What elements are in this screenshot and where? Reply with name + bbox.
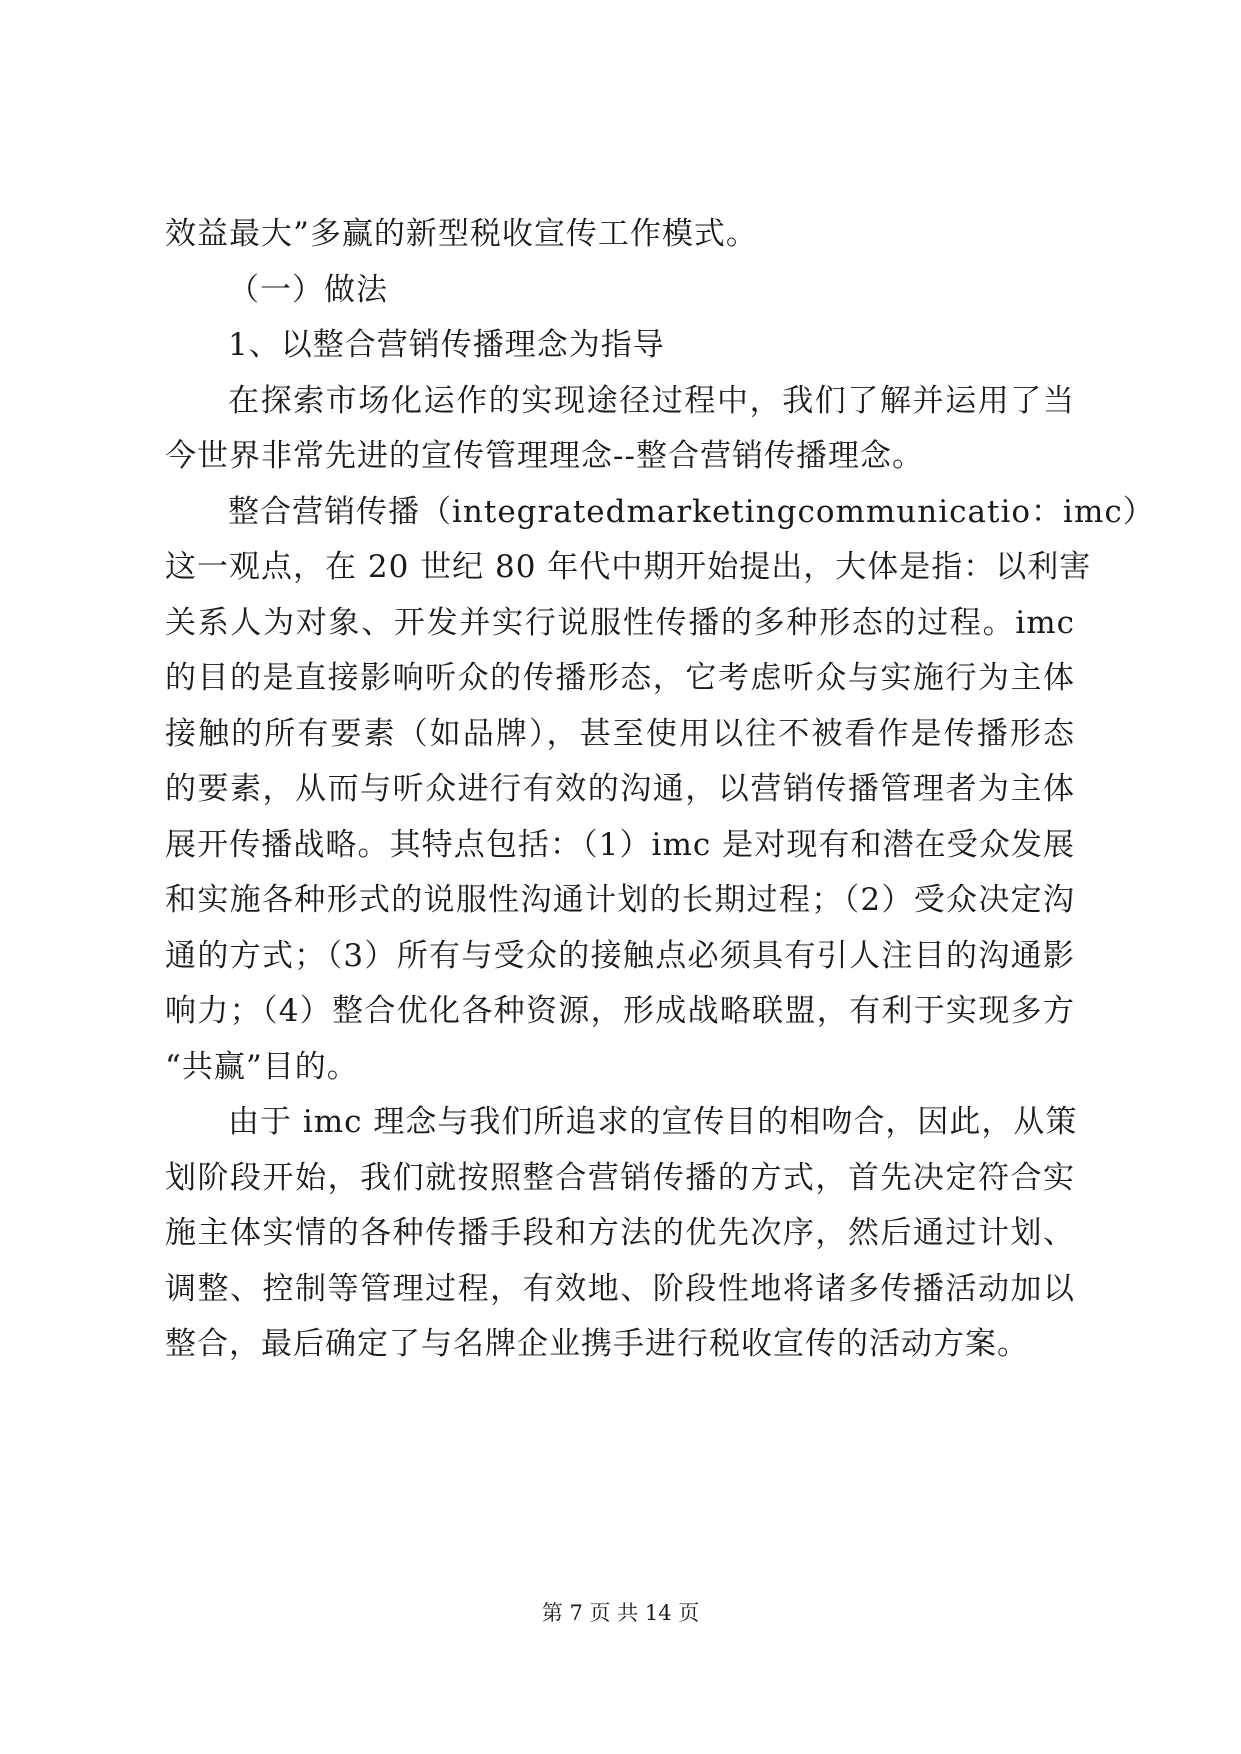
paragraph-line: 调整、控制等管理过程，有效地、阶段性地将诸多传播活动加以 bbox=[165, 1271, 1075, 1307]
paragraph-line: 的目的是直接影响听众的传播形态，它考虑听众与实施行为主体 bbox=[165, 660, 1075, 696]
paragraph-line: 在探索市场化运作的实现途径过程中，我们了解并运用了当 bbox=[228, 383, 1075, 419]
paragraph-line: “共赢”目的。 bbox=[165, 1049, 359, 1085]
paragraph-line: 响力；（4）整合优化各种资源，形成战略联盟，有利于实现多方 bbox=[165, 993, 1075, 1029]
section-heading: （一）做法 bbox=[228, 272, 388, 308]
paragraph-line: 这一观点，在 20 世纪 80 年代中期开始提出，大体是指：以利害 bbox=[165, 549, 1092, 585]
paragraph-line: 展开传播战略。其特点包括：（1）imc 是对现有和潜在受众发展 bbox=[165, 827, 1075, 863]
paragraph-line: 整合，最后确定了与名牌企业携手进行税收宣传的活动方案。 bbox=[165, 1326, 1029, 1362]
paragraph-line: 接触的所有要素（如品牌），甚至使用以往不被看作是传播形态 bbox=[165, 716, 1075, 752]
page-number-footer: 第 7 页 共 14 页 bbox=[541, 1601, 700, 1625]
paragraph-line: 通的方式；（3）所有与受众的接触点必须具有引人注目的沟通影 bbox=[165, 938, 1075, 974]
subheading: 1、以整合营销传播理念为指导 bbox=[228, 327, 665, 363]
paragraph-line: 施主体实情的各种传播手段和方法的优先次序，然后通过计划、 bbox=[165, 1215, 1075, 1251]
paragraph-line: 关系人为对象、开发并实行说服性传播的多种形态的过程。imc bbox=[165, 605, 1075, 641]
paragraph-line: 的要素，从而与听众进行有效的沟通，以营销传播管理者为主体 bbox=[165, 771, 1075, 807]
paragraph-line: 划阶段开始，我们就按照整合营销传播的方式，首先决定符合实 bbox=[165, 1160, 1075, 1196]
paragraph-line: 效益最大”多赢的新型税收宣传工作模式。 bbox=[165, 216, 758, 252]
paragraph-line: 由于 imc 理念与我们所追求的宣传目的相吻合，因此，从策 bbox=[228, 1104, 1078, 1140]
paragraph-line: 和实施各种形式的说服性沟通计划的长期过程；（2）受众决定沟 bbox=[165, 882, 1075, 918]
paragraph-line: 整合营销传播（integratedmarketingcommunicatio：imc） bbox=[228, 494, 1155, 530]
paragraph-line: 今世界非常先进的宣传管理理念--整合营销传播理念。 bbox=[165, 438, 924, 474]
